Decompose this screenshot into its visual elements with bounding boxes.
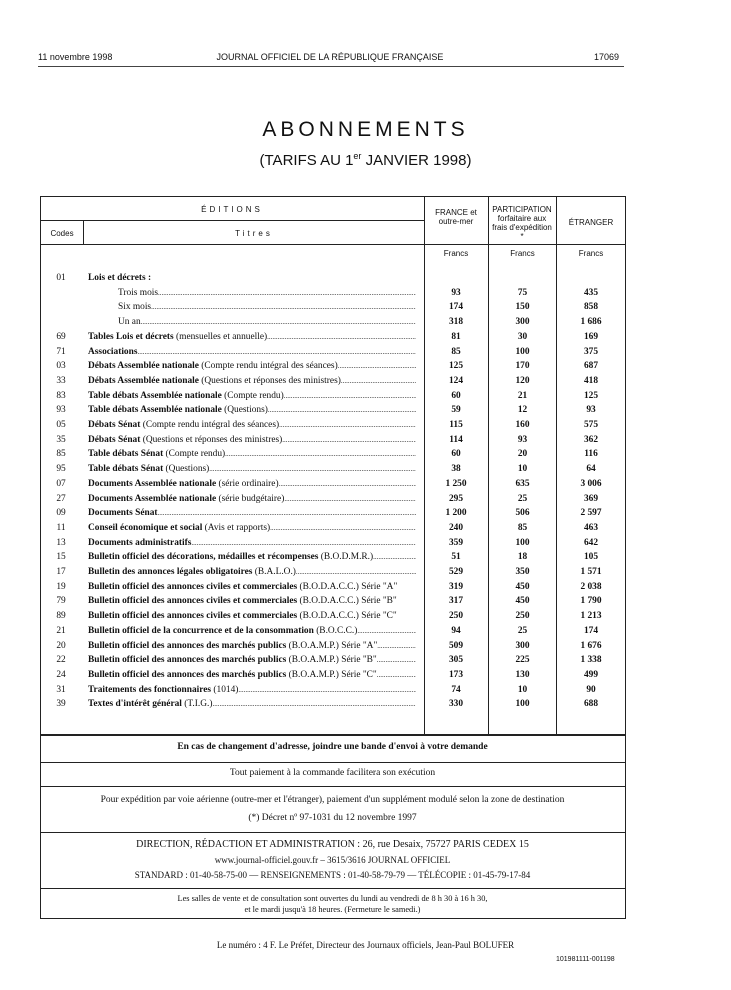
- price-etranger: 575: [583, 420, 599, 430]
- price-etranger: 90: [586, 684, 596, 695]
- row-title: [88, 272, 416, 284]
- row-title-text: Six mois: [118, 302, 152, 313]
- price-etranger: 2 597: [580, 508, 602, 519]
- row-title: [88, 698, 416, 710]
- row-code: 71: [56, 346, 66, 357]
- row-code: 05: [56, 420, 66, 430]
- leader-dots: [158, 287, 416, 299]
- row-code: 95: [56, 464, 66, 475]
- price-france: 38: [451, 464, 461, 475]
- price-france: 330: [448, 699, 464, 710]
- row-title-bold: Bulletin officiel des annonces civiles et commerciales: [88, 611, 298, 622]
- price-etranger: 105: [583, 552, 599, 563]
- price-etranger: 174: [583, 625, 599, 636]
- leader-dots: [338, 360, 416, 372]
- header-page-number: 17069: [594, 52, 620, 62]
- row-title: [88, 610, 416, 622]
- price-etranger: 125: [583, 390, 599, 401]
- leader-dots: [267, 331, 416, 343]
- price-france: 125: [448, 361, 464, 372]
- leader-dots: [270, 522, 416, 534]
- row-code: 11: [56, 522, 66, 533]
- row-code: 19: [56, 581, 66, 592]
- row-code: 89: [56, 611, 66, 622]
- row-title: [118, 287, 416, 299]
- price-france: 174: [448, 302, 464, 313]
- price-france: 51: [451, 552, 461, 563]
- row-title-text: Table débats Assemblée nationale (Compte rendu): [88, 390, 284, 401]
- row-code: 17: [56, 567, 66, 577]
- row-code: 13: [56, 537, 66, 548]
- price-france: 124: [448, 375, 464, 386]
- row-title-bold: Conseil économique et social: [88, 522, 203, 533]
- row-title-text: Tables Lois et décrets (mensuelles et annuelle): [88, 331, 268, 342]
- note-hours-1: Les salles de vente et de consultation sont ouvertes du lundi au vendredi de 8 h 30 à 16 h 30,: [177, 894, 488, 903]
- page-title: ABONNEMENTS: [262, 118, 469, 141]
- row-title-bold: Documents administratifs: [88, 537, 192, 548]
- price-participation: 75: [517, 287, 528, 298]
- leader-dots: [279, 419, 416, 431]
- row-title-text: Documents Assemblée nationale (série ordinaire): [88, 478, 279, 489]
- row-title-text: Bulletin officiel des décorations, médailles et récompenses (B.O.D.M.R.): [88, 552, 374, 563]
- row-title: [118, 316, 416, 328]
- price-france: 509: [448, 640, 464, 651]
- price-participation: 130: [515, 669, 530, 680]
- row-title-text: Bulletin officiel des annonces des marchés publics (B.O.A.M.P.) Série "B": [88, 655, 377, 666]
- row-code: 35: [56, 434, 66, 445]
- row-title-text: Débats Assemblée nationale (Questions et réponses des ministres): [88, 375, 341, 386]
- price-france: 250: [448, 611, 464, 622]
- row-code: 20: [56, 640, 66, 651]
- row-title: [88, 360, 416, 372]
- row-code: 85: [56, 449, 66, 460]
- leader-dots: [212, 698, 416, 710]
- price-france: 359: [448, 537, 464, 548]
- row-code: 27: [56, 493, 66, 504]
- unit-etranger: Francs: [578, 249, 604, 258]
- row-title-bold: Table débats Assemblée nationale: [88, 390, 222, 401]
- row-title: [88, 654, 416, 666]
- leader-dots: [373, 551, 416, 563]
- row-title-text: Table débats Assemblée nationale (Questions): [88, 405, 268, 416]
- row-title: [88, 669, 416, 681]
- row-title: [88, 404, 416, 416]
- price-etranger: 1 338: [580, 655, 602, 666]
- leader-dots: [284, 390, 416, 402]
- price-participation: 250: [515, 611, 530, 622]
- row-title: [88, 419, 416, 431]
- price-france: 81: [451, 331, 461, 342]
- price-france: 60: [451, 449, 461, 460]
- row-code: 15: [56, 552, 66, 563]
- row-title-bold: Bulletin officiel des annonces des marchés publics: [88, 669, 287, 680]
- price-etranger: 1 686: [580, 317, 602, 328]
- price-participation: 150: [515, 302, 530, 313]
- row-code: 93: [56, 405, 66, 416]
- row-title: [88, 448, 416, 460]
- price-participation: 170: [515, 361, 530, 372]
- row-divider: [40, 220, 424, 221]
- row-title-text: [88, 346, 137, 358]
- price-participation: 100: [515, 537, 530, 548]
- row-code: 01: [56, 273, 66, 283]
- price-etranger: 369: [583, 493, 599, 504]
- price-participation: 300: [515, 317, 530, 328]
- leader-dots: [377, 669, 416, 681]
- row-title-text: Bulletin officiel des annonces des marchés publics (B.O.A.M.P.) Série "C": [88, 669, 377, 680]
- row-title-bold: Bulletin officiel des annonces civiles et commerciales: [88, 596, 298, 607]
- note-payment: Tout paiement à la commande facilitera son exécution: [229, 768, 436, 778]
- price-etranger: 93: [586, 405, 596, 416]
- price-etranger: 435: [583, 287, 599, 298]
- unit-participation: Francs: [510, 249, 535, 258]
- row-title-text: Bulletin officiel des annonces civiles et commerciales (B.O.D.A.C.C.) Série "C": [88, 611, 397, 622]
- price-etranger: 362: [583, 434, 599, 445]
- row-title: [88, 507, 416, 519]
- row-title-text: Bulletin officiel de la concurrence et de la consommation (B.O.C.C.): [88, 625, 358, 636]
- price-participation: 300: [515, 640, 530, 651]
- row-code: 69: [56, 331, 66, 342]
- note-decree: (*) Décret nº 97-1031 du 12 novembre 1997: [248, 813, 417, 823]
- row-title-text: Débats Sénat (Questions et réponses des ministres): [88, 434, 283, 445]
- price-france: 318: [448, 317, 464, 328]
- row-title-bold: Traitements des fonctionnaires: [88, 684, 212, 695]
- row-title-bold: Tables Lois et décrets: [88, 331, 174, 342]
- price-participation: 12: [517, 405, 528, 416]
- row-code: 39: [56, 699, 66, 710]
- row-title: [88, 581, 416, 593]
- row-title-text: Un an: [118, 317, 141, 328]
- price-etranger: 688: [583, 699, 599, 710]
- row-title-bold: Documents Assemblée nationale: [88, 478, 217, 489]
- price-etranger: 499: [583, 669, 599, 680]
- price-france: 85: [451, 346, 461, 357]
- price-etranger: 1 790: [580, 596, 602, 607]
- price-etranger: 858: [583, 302, 599, 313]
- price-participation: 506: [515, 508, 530, 519]
- row-title-text: Documents Assemblée nationale (série budgétaire): [88, 493, 285, 504]
- row-title-bold: Associations: [88, 346, 138, 357]
- row-title-bold: Bulletin officiel des annonces des marchés publics: [88, 655, 287, 666]
- row-title-bold: Table débats Assemblée nationale: [88, 405, 222, 416]
- france-heading: FRANCE et outre-mer: [435, 208, 477, 226]
- row-title: [88, 684, 416, 696]
- leader-dots: [357, 625, 416, 637]
- price-france: 529: [448, 567, 464, 577]
- row-code: 09: [56, 508, 66, 519]
- price-etranger: 1 571: [580, 567, 602, 577]
- price-france: 173: [448, 669, 464, 680]
- row-title: [88, 478, 416, 490]
- price-participation: 18: [517, 552, 528, 563]
- price-etranger: 116: [584, 449, 598, 460]
- row-code: 33: [56, 375, 66, 386]
- row-title: [88, 493, 416, 505]
- row-title: [88, 463, 416, 475]
- row-divider: [40, 786, 625, 787]
- row-title: [88, 595, 416, 607]
- price-participation: 450: [515, 581, 530, 592]
- row-title-text: Trois mois: [118, 287, 159, 298]
- leader-dots: [377, 640, 416, 652]
- price-france: 1 200: [445, 508, 467, 519]
- price-france: 93: [451, 287, 461, 298]
- etranger-heading: ÉTRANGER: [568, 218, 614, 227]
- leader-dots: [268, 404, 416, 416]
- row-code: 07: [56, 478, 66, 489]
- note-web: www.journal-officiel.gouv.fr – 3615/3616 JOURNAL OFFICIEL: [214, 855, 451, 865]
- price-participation: 100: [515, 346, 530, 357]
- row-divider: [40, 832, 625, 833]
- row-title: [88, 522, 416, 534]
- note-change-address: En cas de changement d'adresse, joindre une bande d'envoi à votre demande: [177, 742, 488, 752]
- row-code: 83: [56, 390, 66, 401]
- row-title: [88, 537, 416, 549]
- header-journal-title: JOURNAL OFFICIEL DE LA RÉPUBLIQUE FRANÇAISE: [216, 52, 444, 62]
- footer-reference: 101981111-001198: [556, 956, 615, 963]
- price-etranger: 64: [586, 464, 596, 475]
- titres-heading: Titres: [235, 229, 273, 238]
- unit-france: Francs: [443, 249, 469, 258]
- price-etranger: 375: [583, 346, 599, 357]
- note-hours-2: et le mardi jusqu'à 18 heures. (Fermeture le samedi.): [244, 905, 421, 914]
- leader-dots: [284, 493, 416, 505]
- price-participation: 10: [517, 684, 528, 695]
- leader-dots: [282, 434, 416, 446]
- row-title-text: Table débats Sénat (Compte rendu): [88, 449, 226, 460]
- row-title-text: [88, 537, 191, 549]
- note-phones: STANDARD : 01-40-58-75-00 — RENSEIGNEMENTS : 01-40-58-79-79 — TÉLÉCOPIE : 01-45-79-17-84: [134, 870, 531, 880]
- header-date: 11 novembre 1998: [38, 52, 113, 62]
- row-code: 03: [56, 361, 66, 372]
- price-france: 317: [448, 596, 464, 607]
- row-title: [88, 331, 416, 343]
- header-rule: [38, 66, 624, 67]
- row-title-text: Bulletin officiel des annonces des marchés publics (B.O.A.M.P.) Série "A": [88, 640, 378, 651]
- price-etranger: 1 213: [580, 611, 602, 622]
- price-participation: 635: [515, 478, 530, 489]
- price-etranger: 642: [583, 537, 599, 548]
- price-france: 115: [449, 420, 463, 430]
- price-france: 94: [451, 625, 461, 636]
- price-etranger: 687: [583, 361, 599, 372]
- row-title-text: [88, 272, 151, 284]
- row-title: [88, 375, 416, 387]
- row-title-bold: Débats Assemblée nationale: [88, 375, 199, 386]
- leader-dots: [296, 566, 416, 578]
- row-title: [88, 566, 416, 578]
- price-france: 60: [451, 390, 461, 401]
- row-title-bold: Bulletin officiel des annonces civiles et commerciales: [88, 581, 298, 592]
- price-participation: 100: [515, 699, 530, 710]
- row-title-text: Table débats Sénat (Questions): [88, 464, 210, 475]
- note-direction: DIRECTION, RÉDACTION ET ADMINISTRATION : 26, rue Desaix, 75727 PARIS CEDEX 15: [136, 839, 529, 850]
- row-divider: [40, 244, 625, 245]
- leader-dots: [377, 654, 416, 666]
- price-etranger: 3 006: [580, 478, 602, 489]
- row-title-text: Débats Sénat (Compte rendu intégral des séances): [88, 420, 280, 430]
- row-title: [118, 301, 416, 313]
- row-title-text: Débats Assemblée nationale (Compte rendu intégral des séances): [88, 361, 338, 372]
- price-participation: 450: [515, 596, 530, 607]
- price-participation: 120: [515, 375, 530, 386]
- price-participation: 93: [517, 434, 528, 445]
- price-participation: 25: [517, 625, 528, 636]
- row-title-text: Bulletin officiel des annonces civiles et commerciales (B.O.D.A.C.C.) Série "A": [88, 581, 398, 592]
- row-title: [88, 625, 416, 637]
- price-participation: 25: [517, 493, 528, 504]
- price-etranger: 1 676: [580, 640, 602, 651]
- leader-dots: [279, 478, 416, 490]
- price-participation: 20: [517, 449, 528, 460]
- row-title-bold: Lois et décrets :: [88, 273, 152, 283]
- row-title-bold: Textes d'intérêt général: [88, 699, 182, 710]
- row-title: [88, 434, 416, 446]
- price-etranger: 463: [583, 522, 599, 533]
- row-divider: [40, 762, 625, 763]
- row-title-bold: Débats Sénat: [88, 420, 141, 430]
- footer-price-line: Le numéro : 4 F. Le Préfet, Directeur des Journaux officiels, Jean-Paul BOLUFER: [216, 940, 515, 950]
- codes-heading: Codes: [50, 229, 74, 238]
- row-code: 24: [56, 669, 66, 680]
- page-subtitle: (TARIFS AU 1er JANVIER 1998): [259, 151, 472, 169]
- row-title: [88, 346, 416, 358]
- row-title-bold: Bulletin officiel des annonces des marchés publics: [88, 640, 287, 651]
- price-participation: 160: [515, 420, 530, 430]
- price-participation: 85: [517, 522, 528, 533]
- price-participation: 30: [517, 331, 528, 342]
- price-participation: 225: [515, 655, 530, 666]
- price-france: 305: [448, 655, 464, 666]
- row-title-text: [88, 507, 158, 519]
- row-title-text: Textes d'intérêt général (T.I.G.): [88, 699, 213, 710]
- note-airmail: Pour expédition par voie aérienne (outre-mer et l'étranger), paiement d'un supplément modulé selon la zone de destination: [100, 795, 565, 805]
- row-divider: [40, 888, 625, 889]
- price-france: 59: [451, 405, 461, 416]
- price-etranger: 169: [583, 331, 599, 342]
- leader-dots: [141, 316, 416, 328]
- row-title-bold: Bulletin officiel des décorations, médailles et récompenses: [88, 552, 319, 563]
- row-title-text: Bulletin des annonces légales obligatoires (B.A.L.O.): [88, 567, 296, 577]
- leader-dots: [209, 463, 416, 475]
- leader-dots: [225, 448, 416, 460]
- row-title-bold: Débats Assemblée nationale: [88, 361, 199, 372]
- row-title-bold: Bulletin des annonces légales obligatoires: [88, 567, 253, 577]
- row-title-bold: Débats Sénat: [88, 434, 141, 445]
- row-title-bold: Table débats Sénat: [88, 464, 164, 475]
- leader-dots: [151, 301, 416, 313]
- leader-dots: [137, 346, 416, 358]
- row-title-text: Conseil économique et social (Avis et rapports): [88, 522, 271, 533]
- leader-dots: [238, 684, 416, 696]
- price-france: 1 250: [445, 478, 467, 489]
- price-etranger: 2 038: [580, 581, 602, 592]
- row-title-text: Bulletin officiel des annonces civiles et commerciales (B.O.D.A.C.C.) Série "B": [88, 596, 397, 607]
- row-title: [88, 551, 416, 563]
- row-code: 31: [56, 684, 66, 695]
- price-participation: 10: [517, 464, 528, 475]
- row-title: [88, 390, 416, 402]
- leader-dots: [158, 507, 416, 519]
- price-participation: 21: [517, 390, 528, 401]
- row-title-bold: Bulletin officiel de la concurrence et de la consommation: [88, 625, 314, 636]
- price-etranger: 418: [583, 375, 599, 386]
- leader-dots: [191, 537, 416, 549]
- leader-dots: [341, 375, 416, 387]
- row-title-text: Traitements des fonctionnaires (1014): [88, 684, 239, 695]
- row-title-bold: Documents Assemblée nationale: [88, 493, 217, 504]
- price-france: 295: [448, 493, 464, 504]
- price-france: 114: [449, 434, 463, 445]
- price-france: 240: [448, 522, 464, 533]
- row-title-bold: Documents Sénat: [88, 508, 158, 519]
- row-code: 79: [56, 596, 66, 607]
- row-title: [88, 640, 416, 652]
- price-france: 319: [448, 581, 464, 592]
- participation-heading: PARTICIPATION forfaitaire aux frais d'expédition *: [492, 205, 552, 241]
- editions-heading: ÉDITIONS: [201, 205, 263, 214]
- row-code: 21: [56, 625, 66, 636]
- price-participation: 350: [515, 567, 530, 577]
- price-france: 74: [451, 684, 461, 695]
- row-code: 22: [56, 655, 66, 666]
- row-title-bold: Table débats Sénat: [88, 449, 164, 460]
